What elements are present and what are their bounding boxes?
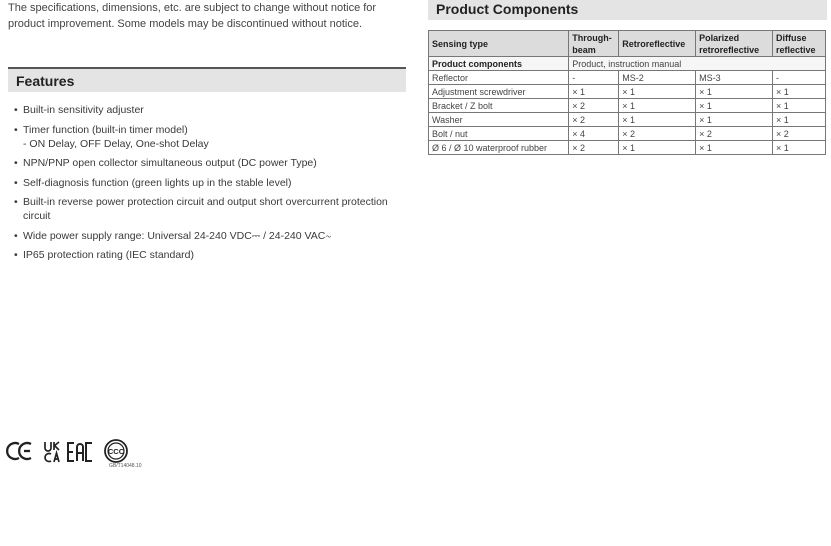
components-heading: Product Components xyxy=(428,0,827,20)
column-header: Retroreflective xyxy=(619,31,696,57)
change-notice: The specifications, dimensions, etc. are subject to change without notice for product improvement. Some models may be discontinued without notice. xyxy=(8,2,377,30)
table-cell: × 2 xyxy=(569,113,619,127)
table-cell: × 1 xyxy=(619,99,696,113)
table-cell: Product components xyxy=(429,57,569,71)
ccc-mark-icon xyxy=(105,440,142,469)
list-item: • NPN/PNP open collector simultaneous output (DC power Type) xyxy=(14,157,317,169)
table-row xyxy=(429,127,826,141)
bullet-icon: • xyxy=(14,229,18,242)
table-cell: - xyxy=(569,71,619,85)
table-cell: × 2 xyxy=(696,127,773,141)
bullet-icon: • xyxy=(14,123,18,136)
table-cell: × 4 xyxy=(569,127,619,141)
table-header-row xyxy=(429,31,826,57)
table-row xyxy=(429,99,826,113)
list-item: • Wide power supply range: Universal 24-240 VDC⎓ / 24-240 VAC∼ xyxy=(14,229,332,242)
bullet-icon: • xyxy=(14,249,18,261)
table-cell: × 2 xyxy=(569,141,619,155)
features-list xyxy=(14,103,394,268)
column-header: Diffuse reflective xyxy=(773,31,826,57)
table-cell: × 1 xyxy=(696,85,773,99)
table-cell: × 1 xyxy=(773,113,826,127)
table-cell: × 1 xyxy=(569,85,619,99)
ukca-mark-icon xyxy=(45,442,59,462)
list-item: • Built-in reverse power protection circuit and output short overcurrent protection circuit xyxy=(14,196,388,222)
table-cell: MS-2 xyxy=(619,71,696,85)
bullet-icon: • xyxy=(14,104,18,116)
table-cell: Washer xyxy=(429,113,569,127)
column-header: Through-beam xyxy=(569,31,619,57)
table-cell: × 2 xyxy=(569,99,619,113)
table-row xyxy=(429,85,826,99)
bullet-icon: • xyxy=(14,196,18,208)
table-cell: Ø 6 / Ø 10 waterproof rubber xyxy=(429,141,569,155)
list-item-sub: - ON Delay, OFF Delay, One-shot Delay xyxy=(23,137,209,150)
table-cell: × 1 xyxy=(696,141,773,155)
table-cell: Reflector xyxy=(429,71,569,85)
svg-text:CCC: CCC xyxy=(107,447,125,456)
table-cell: MS-3 xyxy=(696,71,773,85)
table-cell: × 1 xyxy=(773,141,826,155)
table-cell: Product, instruction manual xyxy=(569,57,826,71)
table-cell: - xyxy=(773,71,826,85)
list-item: • Self-diagnosis function (green lights up in the stable level) xyxy=(14,176,292,189)
eac-mark-icon xyxy=(68,443,92,461)
table-cell: Adjustment screwdriver xyxy=(429,85,569,99)
table-cell: Bolt / nut xyxy=(429,127,569,141)
table-cell: × 1 xyxy=(696,113,773,127)
table-row xyxy=(429,71,826,85)
table-cell: × 2 xyxy=(619,127,696,141)
components-table xyxy=(428,30,826,155)
table-row xyxy=(429,141,826,155)
column-header: Polarized retroreflective xyxy=(696,31,773,57)
table-cell: × 2 xyxy=(773,127,826,141)
list-item: • Timer function (built-in timer model) - ON Delay, OFF Delay, One-shot Delay xyxy=(14,123,394,151)
list-item: • IP65 protection rating (IEC standard) xyxy=(14,249,195,261)
column-header: Sensing type xyxy=(429,31,569,57)
list-item: • Built-in sensitivity adjuster xyxy=(14,104,144,116)
table-cell: × 1 xyxy=(696,99,773,113)
table-cell: Bracket / Z bolt xyxy=(429,99,569,113)
table-cell: × 1 xyxy=(773,99,826,113)
table-cell: × 1 xyxy=(619,85,696,99)
ce-mark-icon xyxy=(7,443,31,459)
features-heading: Features xyxy=(8,67,406,92)
table-row xyxy=(429,57,826,71)
bullet-icon: • xyxy=(14,157,18,169)
table-cell: × 1 xyxy=(773,85,826,99)
ccc-code: GB/T14048.10 xyxy=(109,463,142,469)
table-cell: × 1 xyxy=(619,141,696,155)
bullet-icon: • xyxy=(14,176,18,189)
table-cell: × 1 xyxy=(619,113,696,127)
table-row xyxy=(429,113,826,127)
certification-marks xyxy=(8,438,142,470)
